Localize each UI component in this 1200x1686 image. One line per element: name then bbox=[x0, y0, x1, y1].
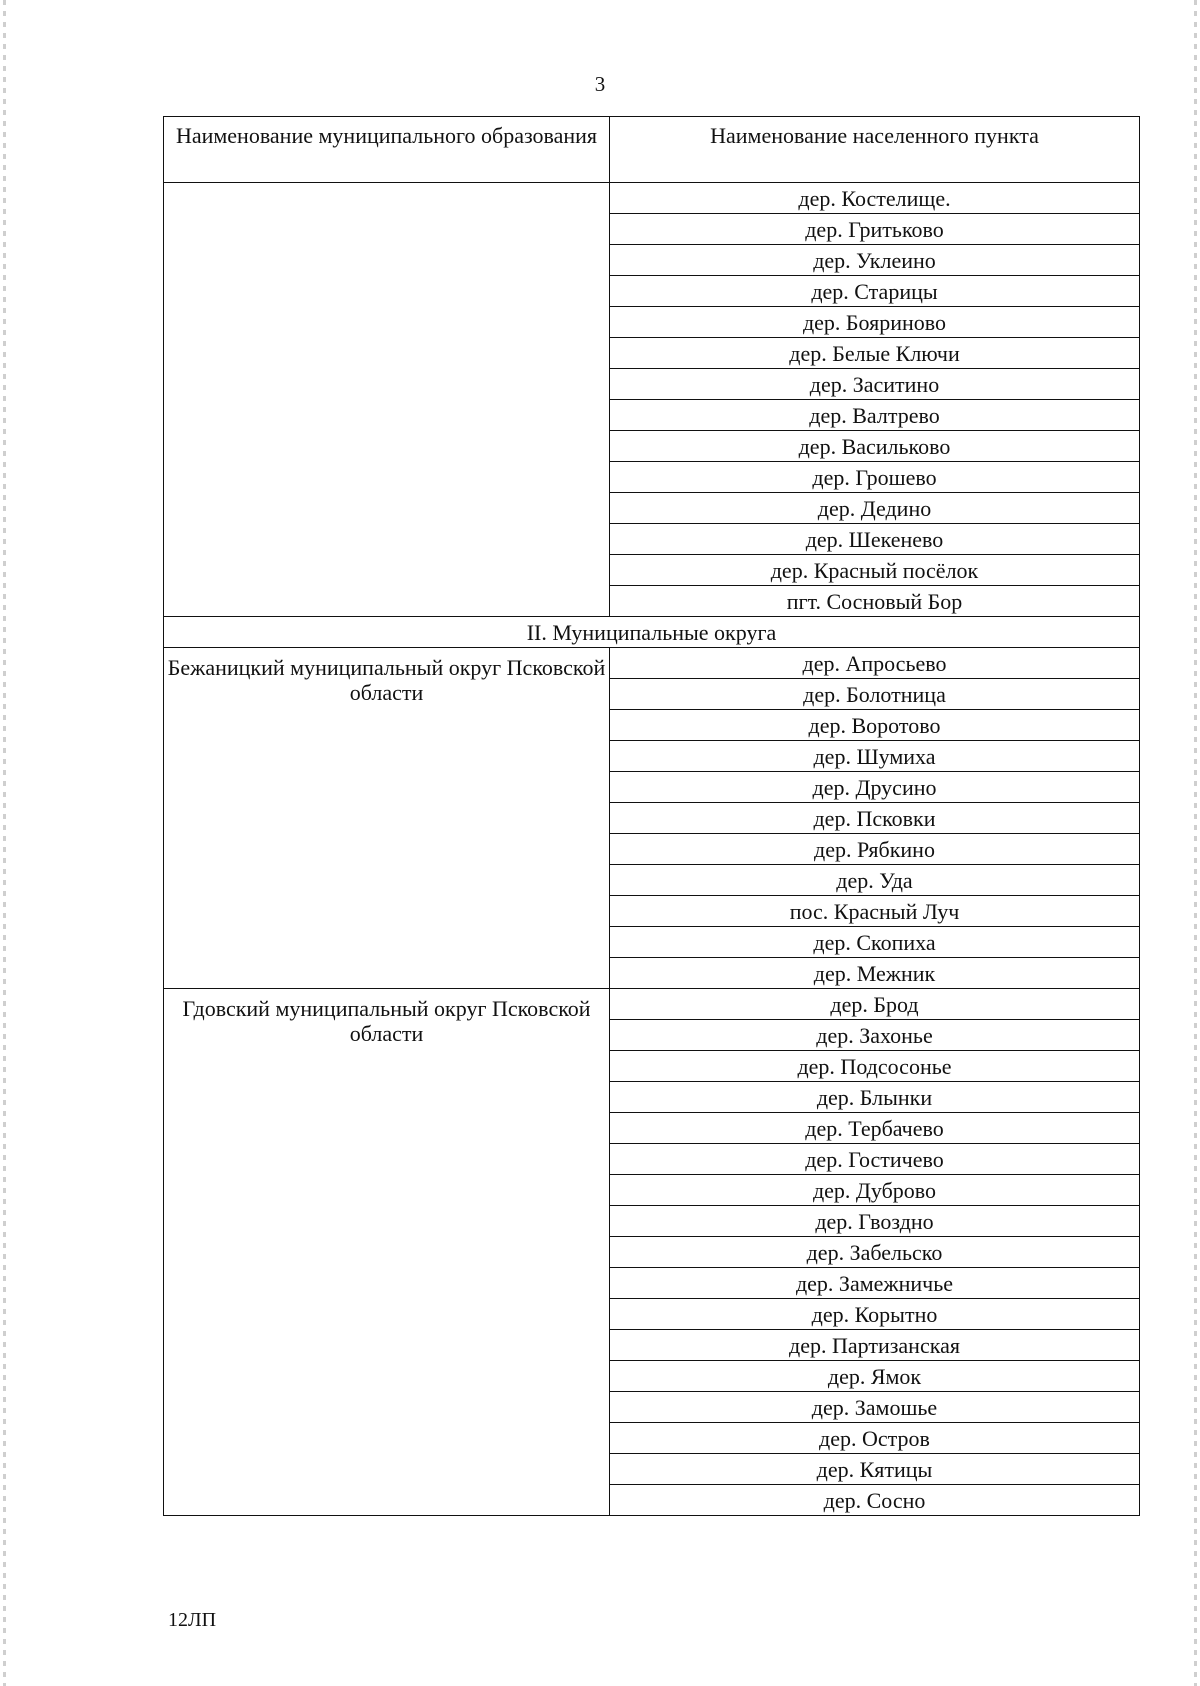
header-municipality: Наименование муниципального образования bbox=[164, 117, 610, 183]
table-row bbox=[164, 183, 1140, 214]
settlement-cell: дер. Гритьково bbox=[610, 214, 1140, 245]
settlements-table bbox=[163, 116, 1140, 1516]
scan-edge-left bbox=[3, 0, 6, 1686]
settlement-cell: пос. Красный Луч bbox=[610, 896, 1140, 927]
settlement-cell: дер. Дедино bbox=[610, 493, 1140, 524]
settlement-cell: дер. Замошье bbox=[610, 1392, 1140, 1423]
settlement-cell: дер. Брод bbox=[610, 989, 1140, 1020]
settlement-cell: дер. Ямок bbox=[610, 1361, 1140, 1392]
settlement-cell: дер. Блынки bbox=[610, 1082, 1140, 1113]
settlement-cell: дер. Гостичево bbox=[610, 1144, 1140, 1175]
settlement-cell: дер. Межник bbox=[610, 958, 1140, 989]
municipality-cell: Бежаницкий муниципальный округ Псковской области bbox=[164, 648, 610, 989]
settlement-cell: дер. Шумиха bbox=[610, 741, 1140, 772]
settlement-cell: дер. Валтрево bbox=[610, 400, 1140, 431]
settlement-cell: дер. Рябкино bbox=[610, 834, 1140, 865]
document-code: 12ЛП bbox=[168, 1609, 217, 1631]
settlement-cell: дер. Псковки bbox=[610, 803, 1140, 834]
settlement-cell: дер. Скопиха bbox=[610, 927, 1140, 958]
settlement-cell: дер. Захонье bbox=[610, 1020, 1140, 1051]
section-title: II. Муниципальные округа bbox=[164, 617, 1140, 648]
table-row bbox=[164, 648, 1140, 679]
settlement-cell: дер. Тербачево bbox=[610, 1113, 1140, 1144]
header-settlement: Наименование населенного пункта bbox=[610, 117, 1140, 183]
settlement-cell: дер. Васильково bbox=[610, 431, 1140, 462]
settlement-cell: дер. Воротово bbox=[610, 710, 1140, 741]
settlement-cell: дер. Бояриново bbox=[610, 307, 1140, 338]
settlement-cell: дер. Замежничье bbox=[610, 1268, 1140, 1299]
settlement-cell: дер. Гвоздно bbox=[610, 1206, 1140, 1237]
table-body bbox=[164, 183, 1140, 1516]
settlement-cell: дер. Подсосонье bbox=[610, 1051, 1140, 1082]
scan-edge-right bbox=[1194, 0, 1197, 1686]
settlement-cell: дер. Уклеино bbox=[610, 245, 1140, 276]
settlement-cell: дер. Костелище. bbox=[610, 183, 1140, 214]
table-header-row bbox=[164, 117, 1140, 183]
settlement-cell: дер. Заситино bbox=[610, 369, 1140, 400]
page-number: 3 bbox=[594, 72, 606, 96]
settlement-cell: дер. Шекенево bbox=[610, 524, 1140, 555]
settlement-cell: дер. Забельско bbox=[610, 1237, 1140, 1268]
settlement-cell: дер. Кятицы bbox=[610, 1454, 1140, 1485]
section-row bbox=[164, 617, 1140, 648]
table-row bbox=[164, 989, 1140, 1020]
settlement-cell: дер. Сосно bbox=[610, 1485, 1140, 1516]
settlement-cell: дер. Уда bbox=[610, 865, 1140, 896]
municipality-cell: Гдовский муниципальный округ Псковской области bbox=[164, 989, 610, 1516]
settlement-cell: пгт. Сосновый Бор bbox=[610, 586, 1140, 617]
municipality-cell bbox=[164, 183, 610, 617]
settlement-cell: дер. Дуброво bbox=[610, 1175, 1140, 1206]
settlement-cell: дер. Белые Ключи bbox=[610, 338, 1140, 369]
settlement-cell: дер. Красный посёлок bbox=[610, 555, 1140, 586]
settlement-cell: дер. Партизанская bbox=[610, 1330, 1140, 1361]
settlement-cell: дер. Остров bbox=[610, 1423, 1140, 1454]
settlement-cell: дер. Грошево bbox=[610, 462, 1140, 493]
settlement-cell: дер. Старицы bbox=[610, 276, 1140, 307]
settlement-cell: дер. Болотница bbox=[610, 679, 1140, 710]
settlement-cell: дер. Апросьево bbox=[610, 648, 1140, 679]
settlement-cell: дер. Друсино bbox=[610, 772, 1140, 803]
settlement-cell: дер. Корытно bbox=[610, 1299, 1140, 1330]
